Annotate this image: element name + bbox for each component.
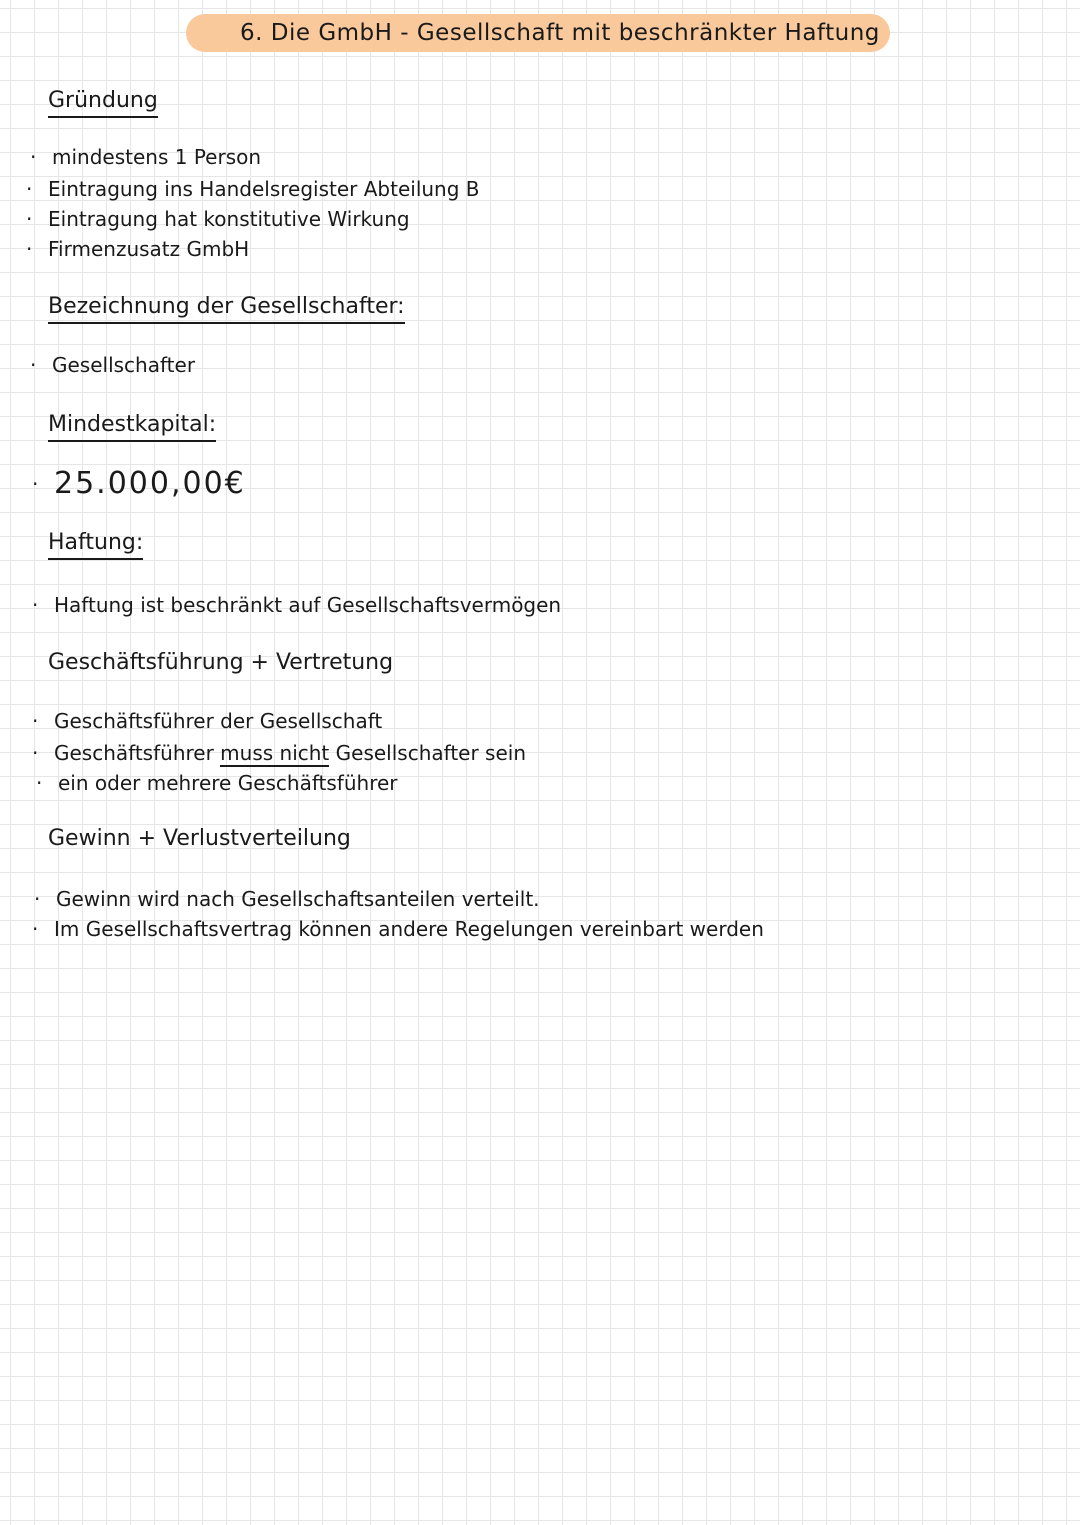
list-item: · Gesellschafter [52,350,195,380]
heading-gruendung: Gründung [48,88,158,118]
page-title: 6. Die GmbH - Gesellschaft mit beschränkter Haftung [240,20,880,46]
list-item: · Firmenzusatz GmbH [48,234,249,264]
list-item: · mindestens 1 Person [52,142,261,172]
list-item: · Geschäftsführer der Gesellschaft [54,706,382,736]
list-item-text: Gesellschafter sein [335,741,527,765]
heading-gewinn: Gewinn + Verlustverteilung [48,826,351,851]
list-item: · Gewinn wird nach Gesellschaftsanteilen verteilt. [56,884,540,914]
list-item-capital: · 25.000,00€ [54,466,246,502]
list-item [54,738,526,768]
list-item: · Haftung ist beschränkt auf Gesellschaftsvermögen [54,590,561,620]
heading-bezeichnung: Bezeichnung der Gesellschafter: [48,294,405,324]
list-item: · Eintragung hat konstitutive Wirkung [48,204,410,234]
list-item: · ein oder mehrere Geschäftsführer [58,768,398,798]
heading-haftung: Haftung: [48,530,143,560]
emphasis-underline: muss nicht [220,741,330,765]
heading-geschaeftsfuehrung: Geschäftsführung + Vertretung [48,650,394,675]
heading-mindestkapital: Mindestkapital: [48,412,216,442]
list-item-text: Geschäftsführer [54,741,214,765]
list-item: · Im Gesellschaftsvertrag können andere Regelungen vereinbart werden [54,914,764,944]
list-item: · Eintragung ins Handelsregister Abteilung B [48,174,480,204]
